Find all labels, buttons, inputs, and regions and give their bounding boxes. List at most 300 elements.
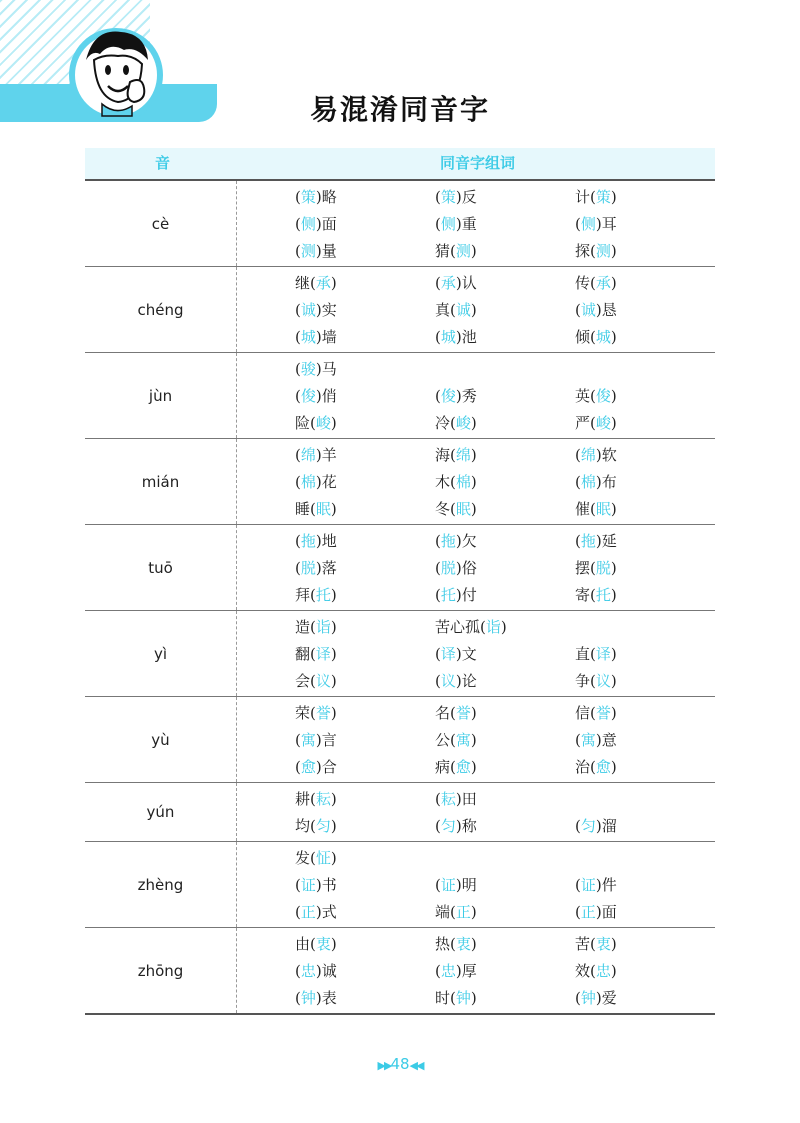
word-text: ) (470, 473, 477, 491)
word-text: 继( (295, 274, 316, 292)
homophone-char: 托 (595, 586, 611, 604)
word-item (575, 729, 715, 750)
word-text: 争( (575, 672, 596, 690)
table-row-group (85, 525, 715, 611)
word-item (435, 584, 575, 605)
word-item (435, 756, 575, 777)
word-text: ( (575, 903, 581, 921)
word-text: )田 (455, 790, 477, 808)
homophone-char: 托 (440, 586, 456, 604)
page-title: 易混淆同音字 (309, 93, 490, 126)
word-text: )厚 (455, 962, 477, 980)
word-text: )马 (315, 360, 337, 378)
word-item (575, 213, 715, 234)
word-text: ) (330, 500, 337, 518)
table-row (237, 844, 715, 871)
word-text: ) (330, 618, 337, 636)
word-list (237, 181, 715, 266)
word-text: )俗 (455, 559, 477, 577)
homophone-char: 诣 (315, 618, 331, 636)
word-text: 苦( (575, 935, 596, 953)
homophone-char: 证 (300, 876, 316, 894)
homophone-char: 正 (580, 903, 596, 921)
homophone-char: 诚 (580, 301, 596, 319)
pinyin-cell: tuō (85, 525, 237, 610)
pinyin-cell: zhōng (85, 928, 237, 1013)
table-row (237, 699, 715, 726)
word-item (295, 584, 435, 605)
word-item (435, 616, 575, 637)
table-row (237, 812, 715, 839)
word-text: 倾( (575, 328, 596, 346)
word-item (435, 987, 575, 1008)
homophone-char: 绵 (455, 446, 471, 464)
homophone-char: 证 (440, 876, 456, 894)
word-text: )明 (455, 876, 477, 894)
word-item (295, 901, 435, 922)
word-item (295, 756, 435, 777)
table-row-group (85, 842, 715, 928)
word-text: ) (610, 586, 617, 604)
word-text: 热( (435, 935, 456, 953)
table-row (237, 237, 715, 264)
word-item (435, 874, 575, 895)
word-text: ( (575, 817, 581, 835)
homophone-char: 拖 (300, 532, 316, 550)
word-item (295, 412, 435, 433)
word-text: ) (610, 758, 617, 776)
word-text: ( (295, 360, 301, 378)
word-text: 冷( (435, 414, 456, 432)
homophone-char: 议 (440, 672, 456, 690)
word-item (575, 987, 715, 1008)
table-row (237, 210, 715, 237)
homophone-char: 诚 (300, 301, 316, 319)
word-item (575, 444, 715, 465)
table-row (237, 581, 715, 608)
word-text: ( (435, 645, 441, 663)
homophone-char: 峻 (315, 414, 331, 432)
word-text: ) (470, 414, 477, 432)
table-row (237, 984, 715, 1011)
word-item (575, 299, 715, 320)
word-text: ) (330, 817, 337, 835)
word-text: ) (330, 414, 337, 432)
table-row-group (85, 439, 715, 525)
word-list (237, 525, 715, 610)
word-text: )羊 (315, 446, 337, 464)
word-item (575, 498, 715, 519)
word-item (435, 213, 575, 234)
homophone-char: 承 (440, 274, 456, 292)
homophone-char: 城 (300, 328, 316, 346)
homophone-char: 眠 (595, 500, 611, 518)
homophone-char: 脱 (440, 559, 456, 577)
table-row-group (85, 697, 715, 783)
word-item (295, 874, 435, 895)
word-item (575, 326, 715, 347)
word-text: ) (470, 935, 477, 953)
homophone-char: 耘 (315, 790, 331, 808)
word-item (295, 702, 435, 723)
word-text: 计( (575, 188, 596, 206)
word-text: ( (435, 274, 441, 292)
word-item (575, 530, 715, 551)
table-row (237, 785, 715, 812)
homophone-char: 忠 (300, 962, 316, 980)
word-text: 拜( (295, 586, 316, 604)
word-item (435, 670, 575, 691)
word-text: )布 (595, 473, 617, 491)
word-text: ) (500, 618, 507, 636)
word-text: ( (295, 215, 301, 233)
word-text: ( (295, 876, 301, 894)
word-item (295, 557, 435, 578)
word-text: ) (610, 645, 617, 663)
word-text: ( (435, 672, 441, 690)
homophone-char: 诣 (485, 618, 501, 636)
table-row (237, 441, 715, 468)
word-text: )称 (455, 817, 477, 835)
word-item (575, 901, 715, 922)
word-item (435, 186, 575, 207)
word-text: )软 (595, 446, 617, 464)
word-text: 苦心孤( (435, 618, 486, 636)
word-text: 公( (435, 731, 456, 749)
homophone-char: 证 (580, 876, 596, 894)
word-text: ) (330, 849, 337, 867)
word-item (435, 557, 575, 578)
word-text: ( (435, 215, 441, 233)
word-item (295, 530, 435, 551)
word-text: ) (610, 672, 617, 690)
homophone-char: 俊 (440, 387, 456, 405)
table-row-group (85, 181, 715, 267)
page-number-text: 48 (390, 1055, 410, 1073)
word-text: 睡( (295, 500, 316, 518)
table-row-group (85, 353, 715, 439)
table-row (237, 726, 715, 753)
word-text: 英( (575, 387, 596, 405)
word-list (237, 928, 715, 1013)
word-item (575, 702, 715, 723)
word-text: )耳 (595, 215, 617, 233)
word-item (435, 498, 575, 519)
column-header-pinyin: 音 (154, 154, 170, 172)
word-text: )文 (455, 645, 477, 663)
homophone-char: 寓 (455, 731, 471, 749)
table-row (237, 640, 715, 667)
homophone-char: 钟 (455, 989, 471, 1007)
table-row (237, 468, 715, 495)
word-text: )面 (595, 903, 617, 921)
word-text: )实 (315, 301, 337, 319)
word-list (237, 611, 715, 696)
table-row (237, 495, 715, 522)
word-text: 险( (295, 414, 316, 432)
pinyin-cell: yì (85, 611, 237, 696)
word-text: 真( (435, 301, 456, 319)
word-item (575, 643, 715, 664)
pinyin-cell: jùn (85, 353, 237, 438)
homophone-char: 测 (595, 242, 611, 260)
homophone-char: 绵 (580, 446, 596, 464)
word-list (237, 842, 715, 927)
table-row (237, 871, 715, 898)
table-row (237, 323, 715, 350)
homophone-char: 测 (455, 242, 471, 260)
word-text: ) (470, 731, 477, 749)
word-text: ( (295, 188, 301, 206)
word-item (295, 240, 435, 261)
word-item (435, 960, 575, 981)
word-text: 名( (435, 704, 456, 722)
word-item (575, 557, 715, 578)
word-text: )量 (315, 242, 337, 260)
homophone-char: 耘 (440, 790, 456, 808)
word-item (435, 326, 575, 347)
homophone-char: 承 (595, 274, 611, 292)
word-text: ( (575, 989, 581, 1007)
word-list (237, 439, 715, 524)
word-list (237, 267, 715, 352)
homophone-char: 钟 (300, 989, 316, 1007)
word-item (435, 471, 575, 492)
word-item (435, 643, 575, 664)
word-list (237, 353, 715, 438)
word-text: 冬( (435, 500, 456, 518)
word-item (295, 987, 435, 1008)
word-text: ( (295, 301, 301, 319)
word-text: )延 (595, 532, 617, 550)
word-item (435, 530, 575, 551)
word-text: )恳 (595, 301, 617, 319)
word-text: 荣( (295, 704, 316, 722)
homophone-char: 侧 (300, 215, 316, 233)
homophone-char: 议 (595, 672, 611, 690)
word-text: ( (575, 301, 581, 319)
homophone-char: 脱 (300, 559, 316, 577)
homophone-char: 译 (595, 645, 611, 663)
word-text: ) (330, 274, 337, 292)
homophone-char: 承 (315, 274, 331, 292)
word-text: ( (435, 188, 441, 206)
table-row (237, 753, 715, 780)
word-item (295, 326, 435, 347)
table-row-group (85, 267, 715, 353)
table-row-group (85, 611, 715, 697)
pinyin-cell: zhèng (85, 842, 237, 927)
word-text: ) (610, 328, 617, 346)
word-text: ( (435, 559, 441, 577)
word-item (575, 815, 715, 836)
word-item (295, 729, 435, 750)
table-row (237, 898, 715, 925)
word-item (575, 933, 715, 954)
word-text: 时( (435, 989, 456, 1007)
word-text: ) (470, 903, 477, 921)
word-text: ) (610, 935, 617, 953)
word-text: ( (295, 328, 301, 346)
word-text: 均( (295, 817, 316, 835)
pinyin-cell: yún (85, 783, 237, 841)
pinyin-cell: yù (85, 697, 237, 782)
word-text: )爱 (595, 989, 617, 1007)
homophone-char: 寓 (580, 731, 596, 749)
word-text: 探( (575, 242, 596, 260)
word-text: 猜( (435, 242, 456, 260)
homophone-char: 寓 (300, 731, 316, 749)
word-text: ( (435, 790, 441, 808)
table-row (237, 930, 715, 957)
word-text: 端( (435, 903, 456, 921)
word-text: 信( (575, 704, 596, 722)
homophone-char: 忠 (595, 962, 611, 980)
word-item (295, 498, 435, 519)
word-text: )式 (315, 903, 337, 921)
word-item (575, 385, 715, 406)
word-text: ) (330, 645, 337, 663)
homophone-char: 拖 (440, 532, 456, 550)
pinyin-cell: chéng (85, 267, 237, 352)
word-text: )反 (455, 188, 477, 206)
word-item (435, 412, 575, 433)
word-text: )诚 (315, 962, 337, 980)
word-text: ( (575, 215, 581, 233)
word-item (295, 643, 435, 664)
word-text: ( (295, 903, 301, 921)
word-text: ) (470, 758, 477, 776)
homophone-char: 骏 (300, 360, 316, 378)
word-text: 翻( (295, 645, 316, 663)
homophone-char: 峻 (595, 414, 611, 432)
word-text: )墙 (315, 328, 337, 346)
homophone-char: 誉 (455, 704, 471, 722)
word-text: 耕( (295, 790, 316, 808)
word-text: )付 (455, 586, 477, 604)
word-text: ( (435, 328, 441, 346)
table-row-group (85, 928, 715, 1015)
word-item (295, 444, 435, 465)
word-item (295, 815, 435, 836)
homophone-char: 策 (300, 188, 316, 206)
page-mark-left-icon: ▶▶ (377, 1059, 391, 1072)
homophone-char: 俊 (300, 387, 316, 405)
homophone-char: 衷 (455, 935, 471, 953)
homophone-char: 侧 (580, 215, 596, 233)
word-text: ( (575, 446, 581, 464)
homophone-char: 诚 (455, 301, 471, 319)
word-text: 寄( (575, 586, 596, 604)
word-item (295, 299, 435, 320)
word-text: ) (470, 500, 477, 518)
word-item (435, 729, 575, 750)
homophone-char: 译 (315, 645, 331, 663)
word-text: 木( (435, 473, 456, 491)
word-text: 海( (435, 446, 456, 464)
word-text: )略 (315, 188, 337, 206)
homophone-char: 棉 (300, 473, 316, 491)
word-item (575, 584, 715, 605)
word-text: ) (610, 500, 617, 518)
word-text: ( (295, 387, 301, 405)
word-text: ) (610, 274, 617, 292)
word-text: 造( (295, 618, 316, 636)
word-text: ( (575, 876, 581, 894)
word-item (435, 385, 575, 406)
word-item (575, 240, 715, 261)
word-text: ) (610, 559, 617, 577)
word-text: ( (295, 446, 301, 464)
word-text: )花 (315, 473, 337, 491)
word-item (295, 847, 435, 868)
word-item (575, 412, 715, 433)
word-text: ( (295, 242, 301, 260)
homophone-char: 议 (315, 672, 331, 690)
word-text: ( (575, 532, 581, 550)
word-text: ) (610, 414, 617, 432)
homophone-char: 誉 (315, 704, 331, 722)
word-text: 发( (295, 849, 316, 867)
word-text: ) (330, 704, 337, 722)
word-item (575, 471, 715, 492)
homophone-char: 脱 (595, 559, 611, 577)
word-item (435, 299, 575, 320)
word-text: ) (330, 672, 337, 690)
word-item (435, 272, 575, 293)
word-item (435, 901, 575, 922)
word-text: ) (610, 704, 617, 722)
word-text: )重 (455, 215, 477, 233)
word-text: ( (295, 473, 301, 491)
homophone-char: 愈 (300, 758, 316, 776)
word-item (435, 702, 575, 723)
homophone-char: 怔 (315, 849, 331, 867)
homophone-char: 正 (455, 903, 471, 921)
word-text: )地 (315, 532, 337, 550)
homophone-char: 誉 (595, 704, 611, 722)
word-text: ( (295, 731, 301, 749)
word-item (295, 616, 435, 637)
word-item (295, 933, 435, 954)
pinyin-cell: cè (85, 181, 237, 266)
word-text: ) (330, 790, 337, 808)
word-text: 病( (435, 758, 456, 776)
word-item (295, 186, 435, 207)
word-text: ( (295, 758, 301, 776)
homophone-char: 匀 (440, 817, 456, 835)
word-text: )意 (595, 731, 617, 749)
homophone-char: 绵 (300, 446, 316, 464)
table-row (237, 409, 715, 436)
word-text: ( (435, 387, 441, 405)
word-text: 会( (295, 672, 316, 690)
word-text: ) (470, 301, 477, 319)
table-row (237, 269, 715, 296)
homophone-char: 托 (315, 586, 331, 604)
pinyin-cell: mián (85, 439, 237, 524)
homophone-char: 策 (595, 188, 611, 206)
homophone-char: 愈 (455, 758, 471, 776)
word-text: )言 (315, 731, 337, 749)
table-row (237, 296, 715, 323)
homophone-char: 测 (300, 242, 316, 260)
homophone-char: 正 (300, 903, 316, 921)
word-item (295, 272, 435, 293)
table-row (237, 382, 715, 409)
word-text: )溜 (595, 817, 617, 835)
homophone-char: 译 (440, 645, 456, 663)
